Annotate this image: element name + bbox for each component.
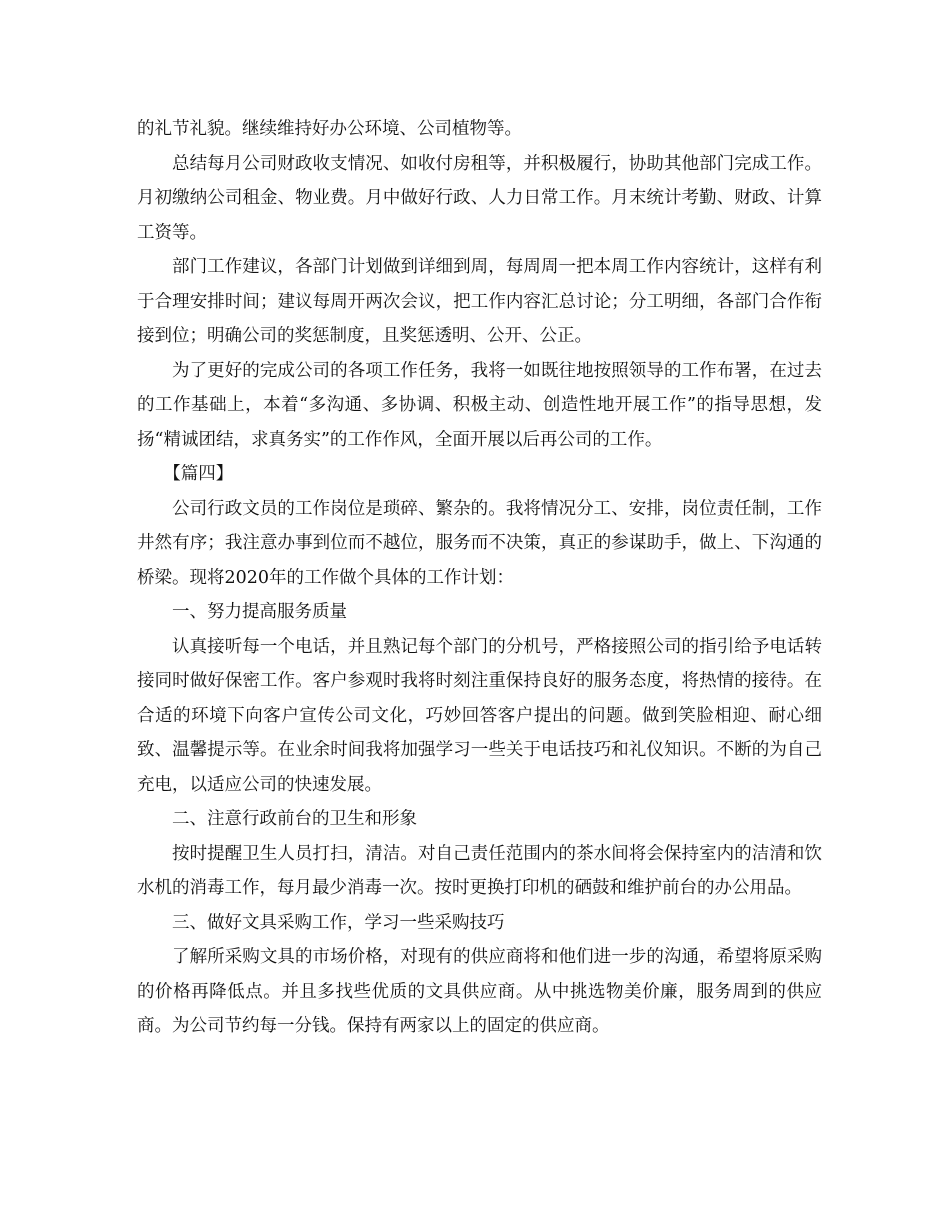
paragraph-intro-part-four: 公司行政文员的工作岗位是琐碎、繁杂的。我将情况分工、安排，岗位责任制，工作井然有序；我注意办事到位而不越位，服务而不决策，真正的参谋助手，做上、下沟通的桥梁。现将2020年的工作做个具体的工作计划： [137,498,822,588]
paragraph-hygiene-image: 按时提醒卫生人员打扫，清洁。对自己责任范围内的茶水间将会保持室内的洁清和饮水机的消毒工作，每月最少消毒一次。按时更换打印机的硒鼓和维护前台的办公用品。 [137,843,822,898]
paragraph-monthly-summary: 总结每月公司财政收支情况、如收付房租等，并积极履行，协助其他部门完成工作。月初缴纳公司租金、物业费。月中做好行政、人力日常工作。月末统计考勤、财政、计算工资等。 [137,153,822,243]
paragraph-conclusion: 为了更好的完成公司的各项工作任务，我将一如既往地按照领导的工作布署，在过去的工作基础上，本着“多沟通、多协调、积极主动、创造性地开展工作”的指导思想，发扬“精诚团结，求真务实”的工作作风，全面开展以后再公司的工作。 [137,360,822,450]
paragraph-department-suggestions: 部门工作建议，各部门计划做到详细到周，每周周一把本周工作内容统计，这样有利于合理安排时间；建议每周开两次会议，把工作内容汇总讨论；分工明细，各部门合作衔接到位；明确公司的奖惩制度，且奖惩透明、公开、公正。 [137,257,822,346]
section-heading-part-four: 【篇四】 [163,464,234,484]
paragraph-continuation: 的礼节礼貌。继续维持好办公环境、公司植物等。 [137,119,522,139]
paragraph-stationery-purchasing: 了解所采购文具的市场价格，对现有的供应商将和他们进一步的沟通，希望将原采购的价格再降低点。并且多找些优质的文具供应商。从中挑选物美价廉，服务周到的供应商。为公司节约每一分钱。保持有两家以上的固定的供应商。 [137,947,822,1036]
subheading-service-quality: 一、努力提高服务质量 [172,602,347,622]
subheading-stationery-purchasing: 三、做好文具采购工作，学习一些采购技巧 [172,912,505,933]
document-body [137,112,822,1044]
paragraph-service-quality: 认真接听每一个电话，并且熟记每个部门的分机号，严格接照公司的指引给予电话转接同时做好保密工作。客户参观时我将时刻注重保持良好的服务态度，将热情的接待。在合适的环境下向客户宣传公司文化，巧妙回答客户提出的问题。做到笑脸相迎、耐心细致、温馨提示等。在业余时间我将加强学习一些关于电话技巧和礼仪知识。不断的为自己充电，以适应公司的快速发展。 [137,636,822,795]
subheading-hygiene-image: 二、注意行政前台的卫生和形象 [172,809,417,829]
